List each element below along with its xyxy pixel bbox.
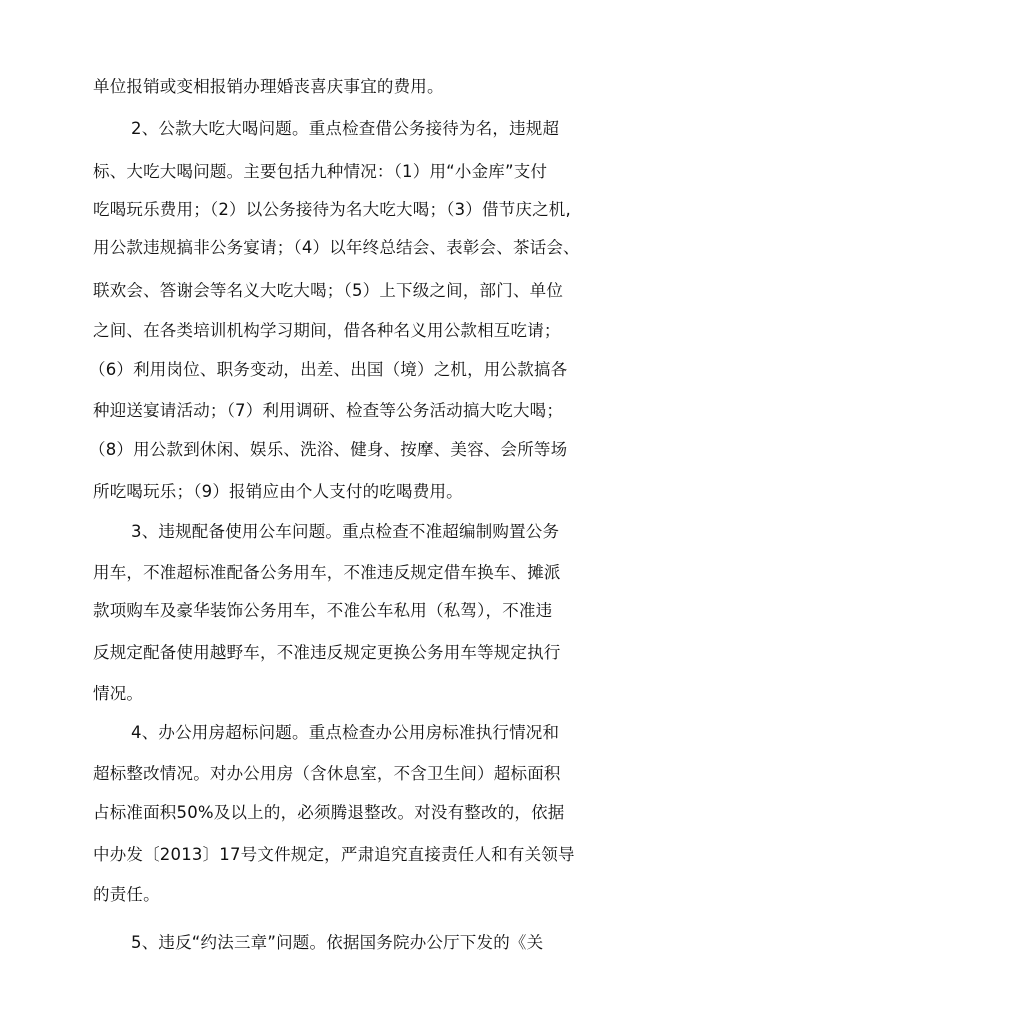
text-line: 4、办公用房超标问题。重点检查办公用房标准执行情况和 [131, 723, 560, 742]
text-line: 联欢会、答谢会等名义大吃大喝；（5）上下级之间，部门、单位 [93, 281, 564, 300]
text-line: 超标整改情况。对办公用房（含休息室，不含卫生间）超标面积 [93, 764, 561, 783]
text-line: 用车，不准超标准配备公务用车，不准违反规定借车换车、摊派 [93, 563, 561, 582]
text-line: 反规定配备使用越野车，不准违反规定更换公务用车等规定执行 [93, 643, 561, 662]
text-line: 所吃喝玩乐；（9）报销应由个人支付的吃喝费用。 [93, 482, 463, 501]
text-line: 5、违反“约法三章”问题。依据国务院办公厅下发的《关 [131, 933, 544, 952]
text-line: 单位报销或变相报销办理婚丧喜庆事宜的费用。 [93, 77, 444, 96]
text-line: （8）用公款到休闲、娱乐、洗浴、健身、按摩、美容、会所等场 [89, 440, 568, 459]
text-line: 用公款违规搞非公务宴请；（4）以年终总结会、表彰会、茶话会、 [93, 238, 580, 257]
text-line: 2、公款大吃大喝问题。重点检查借公务接待为名，违规超 [131, 119, 560, 138]
text-line: 占标准面积50%及以上的，必须腾退整改。对没有整改的，依据 [93, 803, 565, 822]
text-line: 中办发〔2013〕17号文件规定，严肃追究直接责任人和有关领导 [93, 845, 575, 864]
text-line: 种迎送宴请活动；（7）利用调研、检查等公务活动搞大吃大喝； [93, 401, 564, 420]
text-line: 情况。 [93, 684, 144, 703]
text-line: （6）利用岗位、职务变动，出差、出国（境）之机，用公款搞各 [89, 360, 568, 379]
text-line: 款项购车及豪华装饰公务用车，不准公车私用（私驾），不准违 [93, 601, 553, 620]
text-line: 3、违规配备使用公车问题。重点检查不准超编制购置公务 [131, 522, 560, 541]
text-line: 的责任。 [93, 885, 160, 904]
text-line: 之间、在各类培训机构学习期间，借各种名义用公款相互吃请； [93, 321, 561, 340]
text-line: 吃喝玩乐费用；（2）以公务接待为名大吃大喝；（3）借节庆之机, [93, 200, 571, 219]
text-line: 标、大吃大喝问题。主要包括九种情况：（1）用“小金库”支付 [93, 162, 548, 181]
